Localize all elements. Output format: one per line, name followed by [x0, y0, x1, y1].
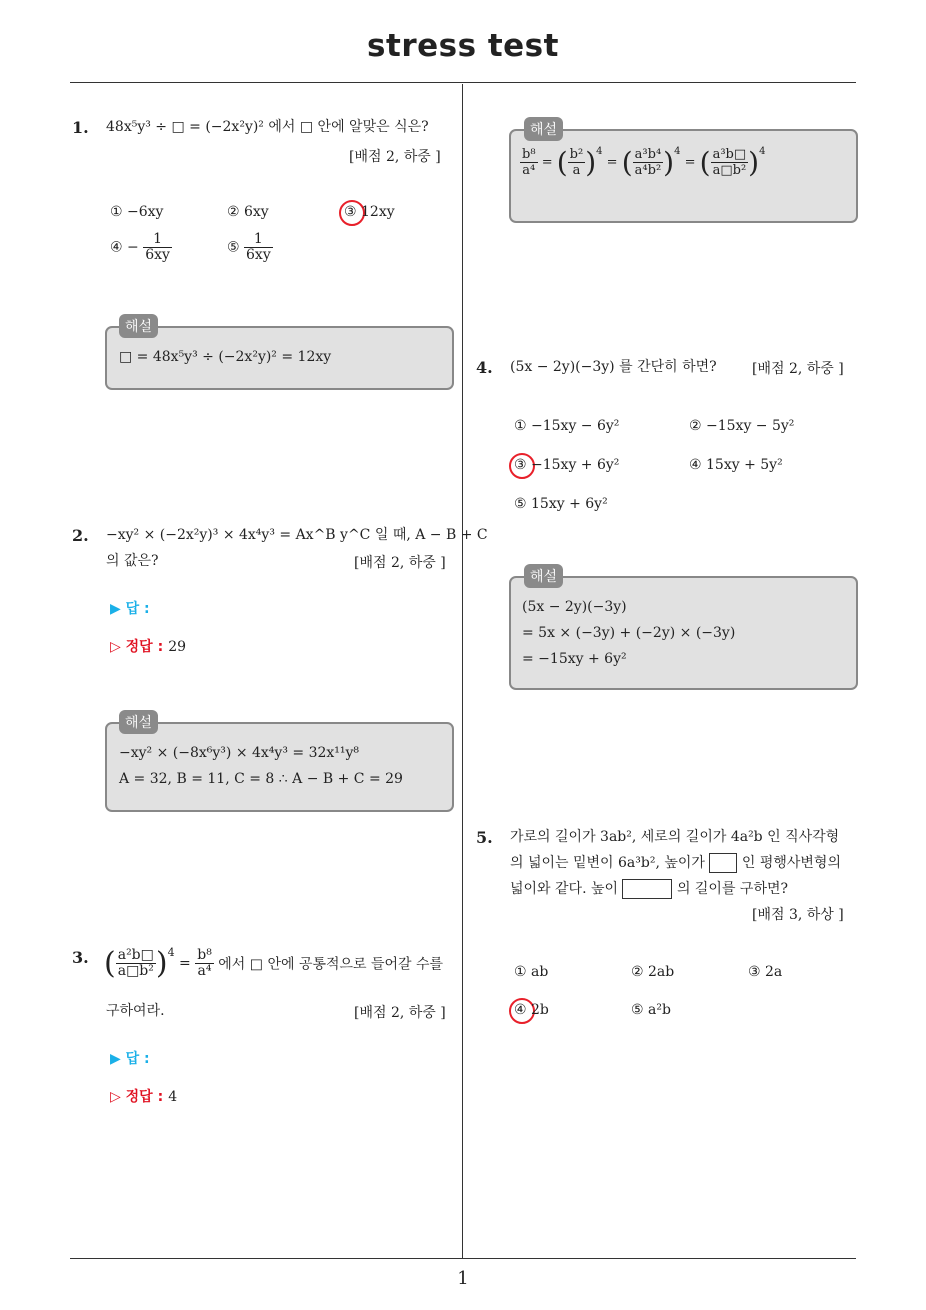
- fraction-numerator: b⁸: [522, 147, 536, 162]
- fraction-denominator: 6xy: [246, 247, 271, 263]
- q1-choice-3[interactable]: ③ 12xy: [344, 204, 395, 220]
- exponent: 4: [596, 146, 603, 157]
- q2-answer-label: ▶ 답 :: [110, 601, 150, 617]
- paren-right: ): [585, 146, 597, 179]
- question-5-line3: [510, 876, 788, 902]
- q5-choice-4[interactable]: ④ 2b: [514, 1002, 549, 1018]
- exponent: 4: [167, 946, 175, 959]
- question-5-score: [배점 3, 하상 ]: [752, 907, 844, 923]
- q3-rhs-fraction: [195, 948, 214, 979]
- question-3-score: [배점 2, 하중 ]: [354, 1005, 446, 1021]
- q4-choice-2[interactable]: ② −15xy − 5y²: [689, 418, 795, 434]
- sol-fraction-4: [711, 147, 749, 178]
- q3-solution-equation: [520, 146, 765, 179]
- q5-line2-part-a: 의 넓이는 밑변이 6a³b², 높이가: [510, 855, 705, 871]
- exponent: 4: [674, 146, 681, 157]
- q4-solution-tag: 해설: [524, 564, 563, 588]
- fraction-numerator: 1: [143, 232, 172, 248]
- q2-correct-answer: [110, 634, 186, 660]
- equals-sign: =: [606, 155, 618, 170]
- fraction-denominator: a□b²: [712, 163, 747, 178]
- question-2-score: [배점 2, 하중 ]: [354, 555, 446, 571]
- header-divider: [70, 82, 856, 83]
- q2-correct-value: 29: [168, 639, 187, 655]
- fraction-numerator: b²: [569, 147, 584, 162]
- q4-solution-line3: = −15xy + 6y²: [522, 651, 627, 667]
- question-2-stem-line1: −xy² × (−2x²y)³ × 4x⁴y³ = Ax^B y^C 일 때, A − B + C: [106, 527, 488, 543]
- column-divider: [462, 84, 463, 1258]
- question-4-score: [배점 2, 하중 ]: [752, 361, 844, 377]
- q3-stem-rest: 에서 □ 안에 공통적으로 들어갈 수를: [218, 956, 444, 973]
- sol-fraction-3: [633, 147, 664, 178]
- q3-correct-value: 4: [168, 1089, 178, 1105]
- paren-right: ): [155, 946, 168, 981]
- q4-choice-5[interactable]: ⑤ 15xy + 6y²: [514, 496, 608, 512]
- q1-solution-text: □ = 48x⁵y³ ÷ (−2x²y)² = 12xy: [119, 349, 332, 365]
- fraction-denominator: a⁴b²: [634, 163, 662, 178]
- paren-left: (: [621, 146, 633, 179]
- paren-left: (: [104, 946, 116, 981]
- fraction-numerator: b⁸: [197, 947, 212, 963]
- paren-left: (: [699, 146, 711, 179]
- q4-choice-4[interactable]: ④ 15xy + 5y²: [689, 457, 783, 473]
- equals-sign: =: [179, 955, 191, 972]
- question-4-stem: (5x − 2y)(−3y) 를 간단히 하면?: [510, 359, 717, 375]
- q1-choice-4-marker: ④: [110, 239, 123, 256]
- question-3-number: 3.: [72, 948, 89, 967]
- paren-right: ): [663, 146, 675, 179]
- q3-solution-tag: 해설: [524, 117, 563, 141]
- fraction-numerator: a³b□: [712, 147, 747, 162]
- paren-right: ): [748, 146, 760, 179]
- footer-divider: [70, 1258, 856, 1259]
- q4-choice-1[interactable]: ① −15xy − 6y²: [514, 418, 620, 434]
- sol-fraction-1: [520, 147, 538, 178]
- equals-sign: =: [684, 155, 696, 170]
- q5-line3-part-a: 넓이와 같다. 높이: [510, 881, 619, 897]
- q2-solution-line2: A = 32, B = 11, C = 8 ∴ A − B + C = 29: [119, 771, 403, 787]
- paren-left: (: [556, 146, 568, 179]
- q3-base-fraction: [116, 948, 156, 979]
- q5-line3-part-b: 의 길이를 구하면?: [676, 881, 789, 897]
- fraction-numerator: 1: [244, 232, 273, 248]
- q2-correct-label: ▷ 정답 :: [110, 639, 164, 655]
- q3-answer-label: ▶ 답 :: [110, 1051, 150, 1067]
- q1-choice-5-fraction: [244, 232, 273, 263]
- fraction-denominator: 6xy: [145, 247, 170, 263]
- answer-blank-box: [622, 879, 672, 899]
- q2-solution-tag: 해설: [119, 710, 158, 734]
- q5-line2-part-b: 인 평행사변형의: [741, 855, 841, 871]
- answer-blank-box: [709, 853, 737, 873]
- q1-choice-5-marker: ⑤: [227, 239, 240, 256]
- fraction-numerator: a²b□: [117, 947, 154, 963]
- q5-choice-5[interactable]: ⑤ a²b: [631, 1002, 671, 1018]
- exponent: 4: [759, 146, 766, 157]
- question-3-stem: [104, 946, 443, 981]
- q1-solution-tag: 해설: [119, 314, 158, 338]
- q1-choice-2[interactable]: ② 6xy: [227, 204, 269, 220]
- q1-choice-4-sign: −: [127, 239, 139, 256]
- q4-solution-line2: = 5x × (−3y) + (−2y) × (−3y): [522, 625, 736, 641]
- q4-choice-3[interactable]: ③ −15xy + 6y²: [514, 457, 620, 473]
- q5-choice-1[interactable]: ① ab: [514, 964, 549, 980]
- fraction-denominator: a□b²: [117, 963, 154, 979]
- q1-choice-4-fraction: [143, 232, 172, 263]
- question-5-line2: [510, 850, 841, 876]
- q5-choice-2[interactable]: ② 2ab: [631, 964, 675, 980]
- question-4-number: 4.: [476, 358, 493, 377]
- sol-fraction-2: [568, 147, 586, 178]
- fraction-numerator: a³b⁴: [634, 147, 662, 162]
- question-1-stem: 48x⁵y³ ÷ □ = (−2x²y)² 에서 □ 안에 알맞은 식은?: [106, 119, 429, 135]
- q4-solution-line1: (5x − 2y)(−3y): [522, 599, 627, 615]
- question-5-number: 5.: [476, 828, 493, 847]
- equals-sign: =: [541, 155, 553, 170]
- question-1-number: 1.: [72, 118, 89, 137]
- q1-choice-1[interactable]: ① −6xy: [110, 204, 164, 220]
- question-2-stem-line2: 의 값은?: [106, 553, 159, 569]
- q2-solution-line1: −xy² × (−8x⁶y³) × 4x⁴y³ = 32x¹¹y⁸: [119, 745, 360, 761]
- question-1-score: [배점 2, 하중 ]: [349, 149, 441, 165]
- page-title: stress test: [367, 28, 559, 64]
- q1-choice-5[interactable]: [227, 232, 273, 263]
- question-5-line1: 가로의 길이가 3ab², 세로의 길이가 4a²b 인 직사각형: [510, 829, 840, 845]
- q1-choice-4[interactable]: [110, 232, 172, 263]
- q5-choice-3[interactable]: ③ 2a: [748, 964, 783, 980]
- fraction-denominator: a⁴: [197, 963, 212, 979]
- q3-correct-answer: [110, 1084, 177, 1110]
- fraction-denominator: a: [572, 163, 581, 178]
- page-number: 1: [457, 1268, 469, 1289]
- question-3-stem-line2: 구하여라.: [106, 1003, 165, 1019]
- q3-correct-label: ▷ 정답 :: [110, 1089, 164, 1105]
- question-2-number: 2.: [72, 526, 89, 545]
- fraction-denominator: a⁴: [522, 163, 536, 178]
